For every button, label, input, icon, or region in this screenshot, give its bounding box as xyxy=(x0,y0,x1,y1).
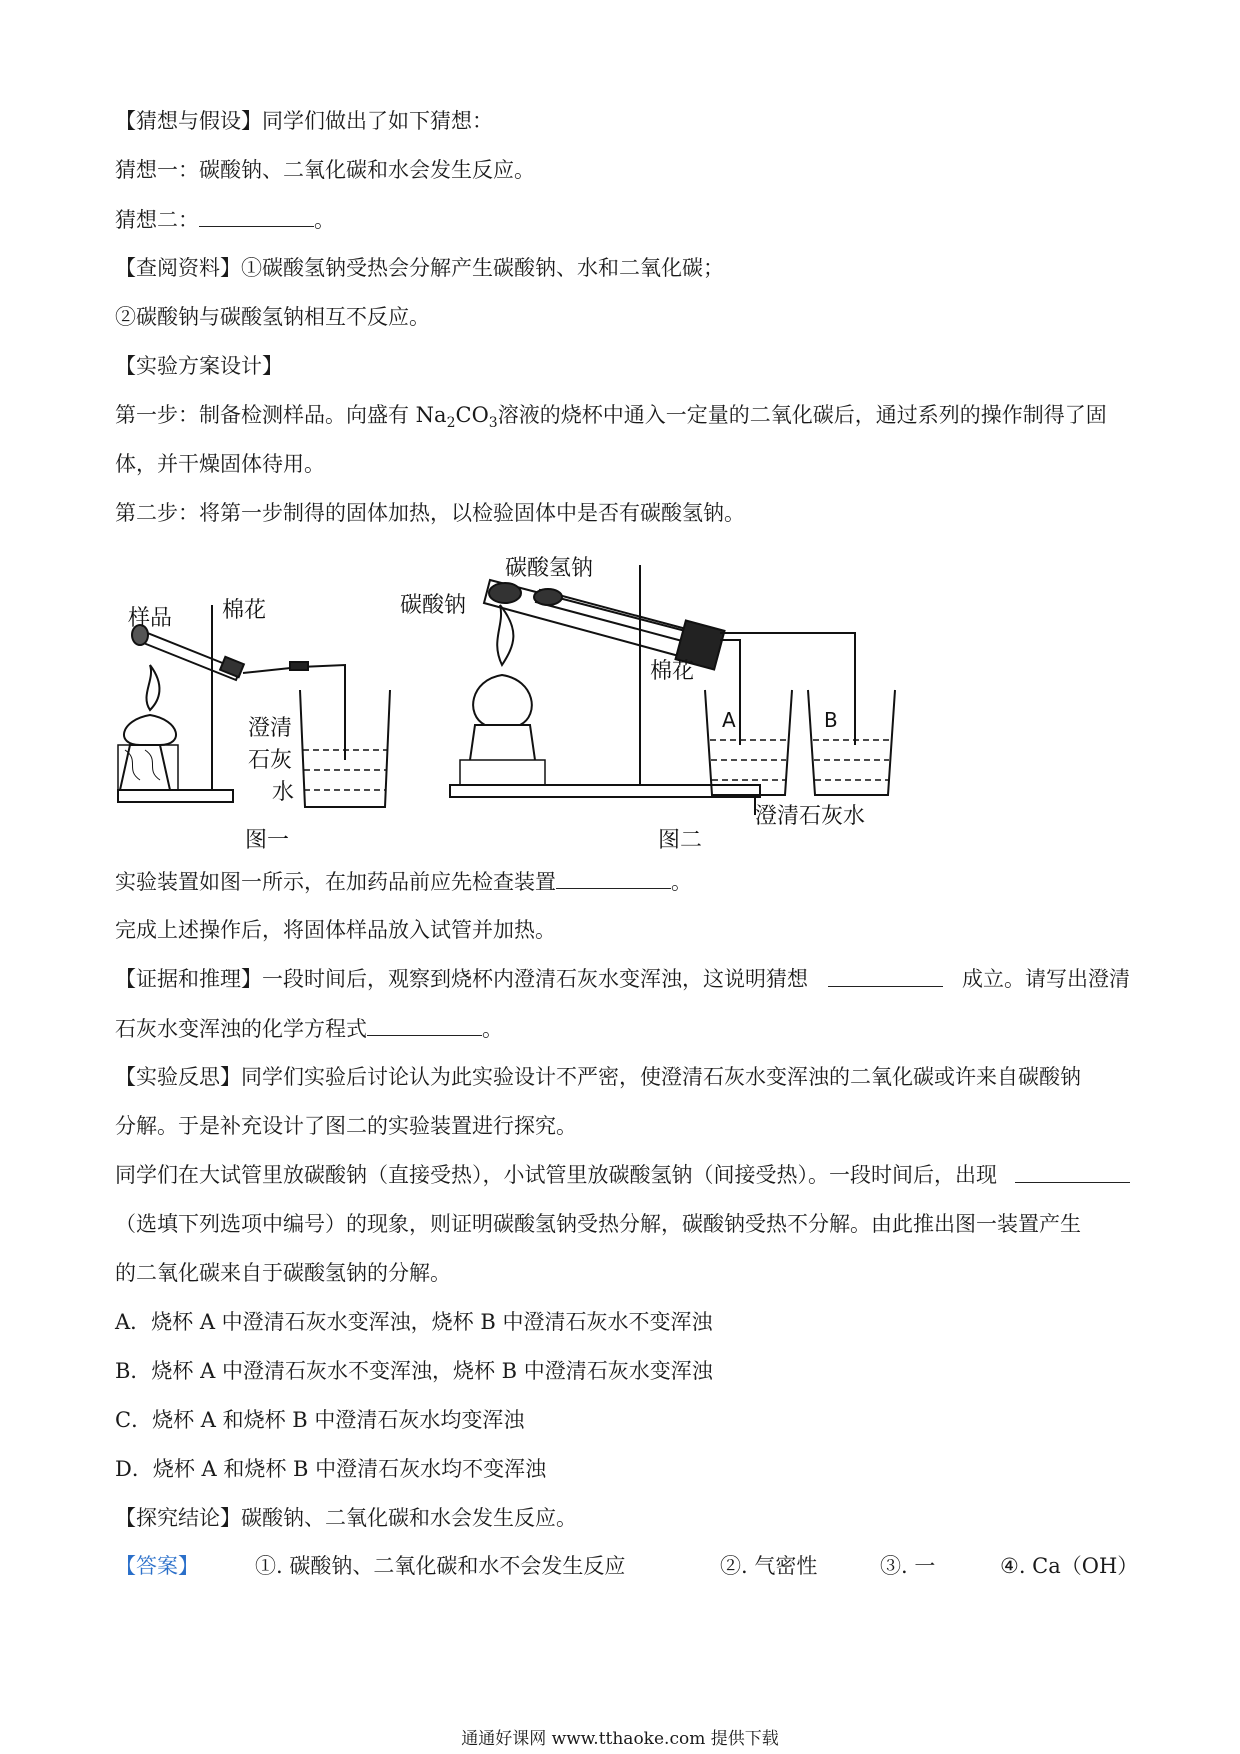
answer-3: ③. 一 xyxy=(880,1554,936,1578)
fig1-sample-label: 样品 xyxy=(128,606,173,631)
step-one: 第一步：制备检测样品。向盛有 $Na_2CO_3$溶液的烧杯中通入一定量的二氧化碳后，通过系列的操作制得了固 xyxy=(115,403,1107,432)
hypothesis-heading: 【猜想与假设】同学们做出了如下猜想： xyxy=(115,109,493,133)
fig2-nahco3-icon xyxy=(534,589,562,605)
fig2-flame xyxy=(497,605,513,665)
fig2-na2co3-label: 碳酸钠 xyxy=(400,593,467,618)
fig1-lamp-body xyxy=(124,715,176,745)
answer-blank-1[interactable] xyxy=(199,204,314,227)
fig2-lamp-body xyxy=(473,675,532,725)
answer-4: ④. Ca（OH） xyxy=(1000,1554,1139,1578)
answer-1: ①. 碳酸钠、二氧化碳和水不会发生反应 xyxy=(255,1554,626,1578)
fig2-beaker-a-label: A xyxy=(722,708,736,732)
fig2-limewater-label: 澄清石灰水 xyxy=(755,804,866,829)
fig2-beaker-b xyxy=(808,690,895,795)
fig1-cotton-label: 棉花 xyxy=(222,598,267,623)
answer-blank-5[interactable] xyxy=(1015,1160,1130,1183)
step-one-cont: 体，并干燥固体待用。 xyxy=(115,452,325,476)
reference-heading: 【查阅资料】①碳酸氢钠受热会分解产生碳酸钠、水和二氧化碳； xyxy=(115,256,724,280)
fig1-flame xyxy=(146,665,159,710)
answer-blank-3[interactable] xyxy=(828,964,943,987)
reflection-heading: 【实验反思】同学们实验后讨论认为此实验设计不严密，使澄清石灰水变浑浊的二氧化碳或许来自碳酸钠 xyxy=(115,1065,1081,1089)
observation-end: 的二氧化碳来自于碳酸氢钠的分解。 xyxy=(115,1261,451,1285)
option-b: B．烧杯 A 中澄清石灰水不变浑浊，烧杯 B 中澄清石灰水变浑浊 xyxy=(115,1359,713,1383)
answer-2: ②. 气密性 xyxy=(720,1554,818,1578)
fig2-nahco3-label: 碳酸氢钠 xyxy=(505,556,594,581)
fig2-cotton-label: 棉花 xyxy=(650,659,695,684)
evidence-heading: 【证据和推理】一段时间后，观察到烧杯内澄清石灰水变浑浊，这说明猜想 成立。请写出澄清 xyxy=(115,964,1130,994)
apparatus-check: 实验装置如图一所示，在加药品前应先检查装置 。 xyxy=(115,866,692,897)
hypothesis-one: 猜想一：碳酸钠、二氧化碳和水会发生反应。 xyxy=(115,158,535,182)
fig1-limewater-label-3: 水 xyxy=(272,780,295,805)
fig2-beaker-b-label: B xyxy=(824,708,838,732)
conclusion-heading: 【探究结论】碳酸钠、二氧化碳和水会发生反应。 xyxy=(115,1506,577,1530)
fig2-beaker-a xyxy=(705,690,792,795)
page-footer: 通通好课网 www.tthaoke.com 提供下载 xyxy=(461,1729,779,1749)
fig2-na2co3-icon xyxy=(489,583,521,603)
fig1-stand-base xyxy=(118,790,233,802)
apparatus-figure xyxy=(0,545,1240,863)
heat-sample: 完成上述操作后，将固体样品放入试管并加热。 xyxy=(115,918,556,942)
fig2-caption: 图二 xyxy=(658,828,703,853)
option-c: C．烧杯 A 和烧杯 B 中澄清石灰水均变浑浊 xyxy=(115,1408,525,1432)
option-d: D．烧杯 A 和烧杯 B 中澄清石灰水均不变浑浊 xyxy=(115,1457,547,1481)
reference-item-2: ②碳酸钠与碳酸氢钠相互不反应。 xyxy=(115,305,430,329)
evidence-cont: 石灰水变浑浊的化学方程式 。 xyxy=(115,1013,503,1044)
reflection-cont: 分解。于是补充设计了图二的实验装置进行探究。 xyxy=(115,1114,577,1138)
answer-blank-2[interactable] xyxy=(556,866,671,889)
fig1-limewater-label-1: 澄清 xyxy=(248,716,293,741)
step-two: 第二步：将第一步制得的固体加热，以检验固体中是否有碳酸氢钠。 xyxy=(115,501,745,525)
design-heading: 【实验方案设计】 xyxy=(115,354,283,378)
fig1-limewater-label-2: 石灰 xyxy=(248,748,293,773)
fig1-caption: 图一 xyxy=(245,828,290,853)
option-a: A．烧杯 A 中澄清石灰水变浑浊，烧杯 B 中澄清石灰水不变浑浊 xyxy=(115,1310,713,1334)
answer-blank-4[interactable] xyxy=(367,1013,482,1036)
hypothesis-two: 猜想二： 。 xyxy=(115,204,335,235)
observation-cont: （选填下列选项中编号）的现象，则证明碳酸氢钠受热分解，碳酸钠受热不分解。由此推出图一装置产生 xyxy=(115,1212,1081,1236)
fig1-delivery-tube xyxy=(243,665,345,760)
answer-label: 【答案】 xyxy=(115,1554,199,1578)
observation-line: 同学们在大试管里放碳酸钠（直接受热），小试管里放碳酸氢钠（间接受热）。一段时间后，出现 xyxy=(115,1160,1130,1190)
